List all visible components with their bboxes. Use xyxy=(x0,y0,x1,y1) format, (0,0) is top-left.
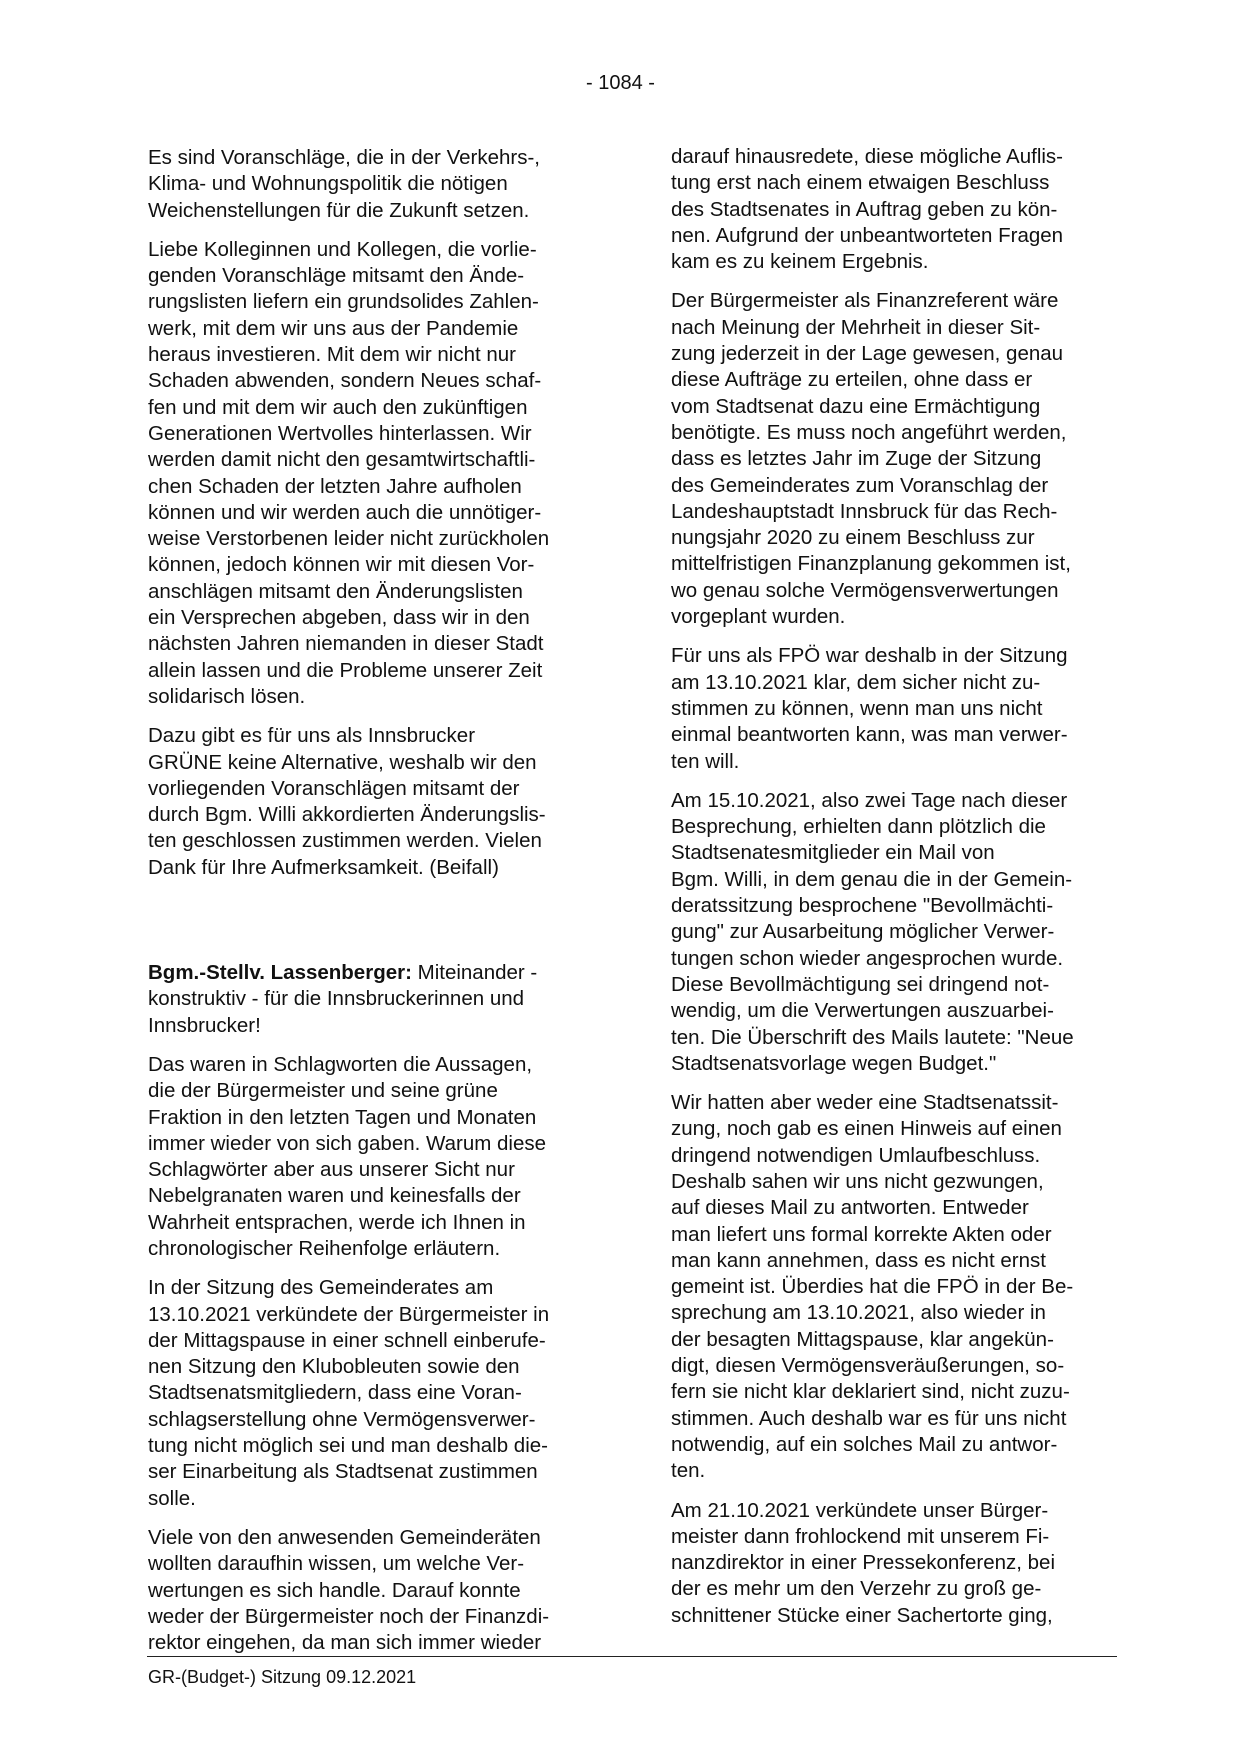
text-line: chronologischer Reihenfolge erläutern. xyxy=(148,1236,501,1260)
paragraph xyxy=(148,1275,596,1512)
speaker-line xyxy=(148,960,596,986)
text-line: Nebelgranaten waren und keinesfalls der xyxy=(148,1184,521,1208)
text-line: der es mehr um den Verzehr zu groß ge- xyxy=(671,1577,1042,1601)
text-line: fern sie nicht klar deklariert sind, nicht zuzu- xyxy=(671,1380,1070,1404)
text-line: Landeshauptstadt Innsbruck für das Rech- xyxy=(671,499,1058,523)
text-line: chen Schaden der letzten Jahre aufholen xyxy=(148,474,522,498)
paragraph xyxy=(148,723,596,881)
paragraph xyxy=(671,1498,1119,1629)
paragraph xyxy=(671,643,1119,774)
text-line: Für uns als FPÖ war deshalb in der Sitzung xyxy=(671,644,1068,668)
text-line: Weichenstellungen für die Zukunft setzen. xyxy=(148,198,530,222)
paragraph xyxy=(671,788,1119,1077)
text-line: schnittener Stücke einer Sachertorte ging, xyxy=(671,1603,1053,1627)
paragraph xyxy=(671,288,1119,630)
text-line: tung erst nach einem etwaigen Beschluss xyxy=(671,171,1050,195)
text-line: am 13.10.2021 klar, dem sicher nicht zu- xyxy=(671,670,1041,694)
text-line: nanzdirektor in einer Pressekonferenz, bei xyxy=(671,1551,1056,1575)
text-line: dass es letztes Jahr im Zuge der Sitzung xyxy=(671,447,1042,471)
text-line: Schaden abwenden, sondern Neues schaf- xyxy=(148,369,542,393)
text-line: genden Voranschläge mitsamt den Ände- xyxy=(148,264,525,288)
text-line: Dank für Ihre Aufmerksamkeit. (Beifall) xyxy=(148,855,499,879)
text-line: nächsten Jahren niemanden in dieser Stadt xyxy=(148,632,544,656)
paragraph xyxy=(148,237,596,710)
text-line: tung nicht möglich sei und man deshalb die- xyxy=(148,1434,548,1458)
text-line: des Gemeinderates zum Voranschlag der xyxy=(671,473,1049,497)
text-line: konstruktiv - für die Innsbruckerinnen und xyxy=(148,987,525,1011)
text-line: stimmen. Auch deshalb war es für uns nicht xyxy=(671,1406,1067,1430)
text-line: nach Meinung der Mehrheit in dieser Sit- xyxy=(671,315,1041,339)
text-line: Dazu gibt es für uns als Innsbrucker xyxy=(148,724,476,748)
text-line: ten. xyxy=(671,1459,706,1483)
text-line: fen und mit dem wir auch den zukünftigen xyxy=(148,395,528,419)
text-line: die der Bürgermeister und seine grüne xyxy=(148,1079,498,1103)
text-line: vorgeplant wurden. xyxy=(671,605,846,629)
text-line: ten will. xyxy=(671,749,740,773)
page-number: - 1084 - xyxy=(586,72,655,94)
text-line: Der Bürgermeister als Finanzreferent wäre xyxy=(671,289,1059,313)
text-line: solle. xyxy=(148,1486,196,1510)
text-line: sprechung am 13.10.2021, also wieder in xyxy=(671,1301,1046,1325)
text-line: werden damit nicht den gesamtwirtschaftli- xyxy=(148,448,536,472)
footer-text: GR-(Budget-) Sitzung 09.12.2021 xyxy=(148,1667,417,1687)
text-line: Stadtsenatsmitgliedern, dass eine Voran- xyxy=(148,1381,522,1405)
text-line: Liebe Kolleginnen und Kollegen, die vorlie- xyxy=(148,237,537,261)
text-line: wo genau solche Vermögensverwertungen xyxy=(671,578,1059,602)
text-line: Das waren in Schlagworten die Aussagen, xyxy=(148,1052,533,1076)
speaker-name: Bgm.-Stellv. Lassenberger: xyxy=(148,961,412,985)
text-line: Deshalb sahen wir uns nicht gezwungen, xyxy=(671,1169,1044,1193)
left-column xyxy=(148,145,596,1669)
text-line: anschlägen mitsamt den Änderungslisten xyxy=(148,579,523,603)
text-line: des Stadtsenates in Auftrag geben zu kön- xyxy=(671,197,1058,221)
text-line: ein Versprechen abgeben, dass wir in den xyxy=(148,606,530,630)
text-line: digt, diesen Vermögensveräußerungen, so- xyxy=(671,1354,1065,1378)
text-line: solidarisch lösen. xyxy=(148,684,306,708)
text-line: rungslisten liefern ein grundsolides Zahlen- xyxy=(148,290,539,314)
text-line: Es sind Voranschläge, die in der Verkehrs-, xyxy=(148,146,540,169)
text-line: werk, mit dem wir uns aus der Pandemie xyxy=(148,316,519,340)
text-line: notwendig, auf ein solches Mail zu antwor- xyxy=(671,1432,1058,1456)
text-line: gemeint ist. Überdies hat die FPÖ in der Be- xyxy=(671,1275,1074,1299)
text-line: man kann annehmen, dass es nicht ernst xyxy=(671,1248,1046,1272)
text-line: ten geschlossen zustimmen werden. Vielen xyxy=(148,829,542,853)
text-line: der Mittagspause in einer schnell einberufe- xyxy=(148,1328,546,1352)
text-line: können und wir werden auch die unnötiger- xyxy=(148,500,542,524)
text-line: darauf hinausredete, diese mögliche Auflis- xyxy=(671,145,1064,168)
text-line: auf dieses Mail zu antworten. Entweder xyxy=(671,1196,1029,1220)
text-line: nen. Aufgrund der unbeantworteten Fragen xyxy=(671,223,1064,247)
text-line: In der Sitzung des Gemeinderates am xyxy=(148,1276,494,1300)
text-line: Bgm. Willi, in dem genau die in der Gemein- xyxy=(671,867,1073,891)
text-line: Wahrheit entsprachen, werde ich Ihnen in xyxy=(148,1210,526,1234)
text-line: Innsbrucker! xyxy=(148,1013,261,1037)
text-line: können, jedoch können wir mit diesen Vor- xyxy=(148,553,535,577)
speaker-intro-rest xyxy=(148,986,596,1039)
speaker-gap xyxy=(148,894,596,960)
text-line: tungen schon wieder angesprochen wurde. xyxy=(671,946,1064,970)
text-line: gung" zur Ausarbeitung möglicher Verwer- xyxy=(671,920,1055,944)
text-line: durch Bgm. Willi akkordierten Änderungslis- xyxy=(148,803,546,827)
text-line: schlagserstellung ohne Vermögensverwer- xyxy=(148,1407,536,1431)
text-line: GRÜNE keine Alternative, weshalb wir den xyxy=(148,750,537,774)
paragraph xyxy=(671,144,1119,275)
text-line: weder der Bürgermeister noch der Finanzdi- xyxy=(148,1604,550,1628)
text-line: zung, noch gab es einen Hinweis auf einen xyxy=(671,1117,1062,1141)
text-line: Am 21.10.2021 verkündete unser Bürger- xyxy=(671,1498,1049,1522)
text-line: benötigte. Es muss noch angeführt werden, xyxy=(671,420,1067,444)
text-line: Wir hatten aber weder eine Stadtsenatssit- xyxy=(671,1091,1059,1115)
text-line: ten. Die Überschrift des Mails lautete: "Neue xyxy=(671,1025,1074,1049)
text-line: einmal beantworten kann, was man verwer- xyxy=(671,723,1068,747)
text-line: kam es zu keinem Ergebnis. xyxy=(671,250,929,274)
text-line: rektor eingehen, da man sich immer wieder xyxy=(148,1631,542,1655)
text-line: stimmen zu können, wenn man uns nicht xyxy=(671,696,1043,720)
text-line: deratssitzung besprochene "Bevollmächti- xyxy=(671,894,1054,918)
text-line: Fraktion in den letzten Tagen und Monaten xyxy=(148,1105,537,1129)
text-line: wollten daraufhin wissen, um welche Ver- xyxy=(148,1552,525,1576)
text-line: Besprechung, erhielten dann plötzlich die xyxy=(671,815,1046,839)
text-line: der besagten Mittagspause, klar angekün- xyxy=(671,1327,1054,1351)
text-line: diese Aufträge zu erteilen, ohne dass er xyxy=(671,368,1033,392)
text-line: Generationen Wertvolles hinterlassen. Wir xyxy=(148,421,532,445)
paragraph xyxy=(148,1525,596,1656)
text-line: man liefert uns formal korrekte Akten oder xyxy=(671,1222,1052,1246)
right-column xyxy=(671,144,1119,1642)
footer-divider xyxy=(147,1656,1117,1657)
paragraph xyxy=(671,1090,1119,1484)
text-line: immer wieder von sich gaben. Warum diese xyxy=(148,1131,547,1155)
paragraph xyxy=(148,1052,596,1262)
text-line: nungsjahr 2020 zu einem Beschluss zur xyxy=(671,526,1035,550)
text-line: nen Sitzung den Klubobleuten sowie den xyxy=(148,1355,520,1379)
text-line: vorliegenden Voranschlägen mitsamt der xyxy=(148,776,520,800)
text-line: heraus investieren. Mit dem wir nicht nur xyxy=(148,343,517,367)
speaker-intro-text: Miteinander - xyxy=(411,961,538,985)
text-line: Stadtsenatesmitglieder ein Mail von xyxy=(671,841,995,865)
text-line: mittelfristigen Finanzplanung gekommen ist, xyxy=(671,552,1071,576)
text-line: Klima- und Wohnungspolitik die nötigen xyxy=(148,172,508,196)
text-line: Diese Bevollmächtigung sei dringend not- xyxy=(671,972,1050,996)
text-line: meister dann frohlockend mit unserem Fi- xyxy=(671,1524,1050,1548)
text-line: Stadtsenatsvorlage wegen Budget." xyxy=(671,1051,997,1075)
speaker-paragraph xyxy=(148,960,596,1039)
text-line: Schlagwörter aber aus unserer Sicht nur xyxy=(148,1158,515,1182)
text-line: wertungen es sich handle. Darauf konnte xyxy=(148,1578,521,1602)
text-line: Viele von den anwesenden Gemeinderäten xyxy=(148,1525,541,1549)
text-line: 13.10.2021 verkündete der Bürgermeister in xyxy=(148,1302,550,1326)
text-line: vom Stadtsenat dazu eine Ermächtigung xyxy=(671,394,1041,418)
text-line: ser Einarbeitung als Stadtsenat zustimmen xyxy=(148,1460,538,1484)
text-line: Am 15.10.2021, also zwei Tage nach dieser xyxy=(671,788,1068,812)
text-line: wendig, um die Verwertungen auszuarbei- xyxy=(671,999,1054,1023)
text-line: allein lassen und die Probleme unserer Zeit xyxy=(148,658,543,682)
text-line: dringend notwendigen Umlaufbeschluss. xyxy=(671,1143,1041,1167)
paragraph xyxy=(148,145,596,224)
text-line: weise Verstorbenen leider nicht zurückholen xyxy=(148,527,550,551)
text-line: zung jederzeit in der Lage gewesen, genau xyxy=(671,342,1064,366)
